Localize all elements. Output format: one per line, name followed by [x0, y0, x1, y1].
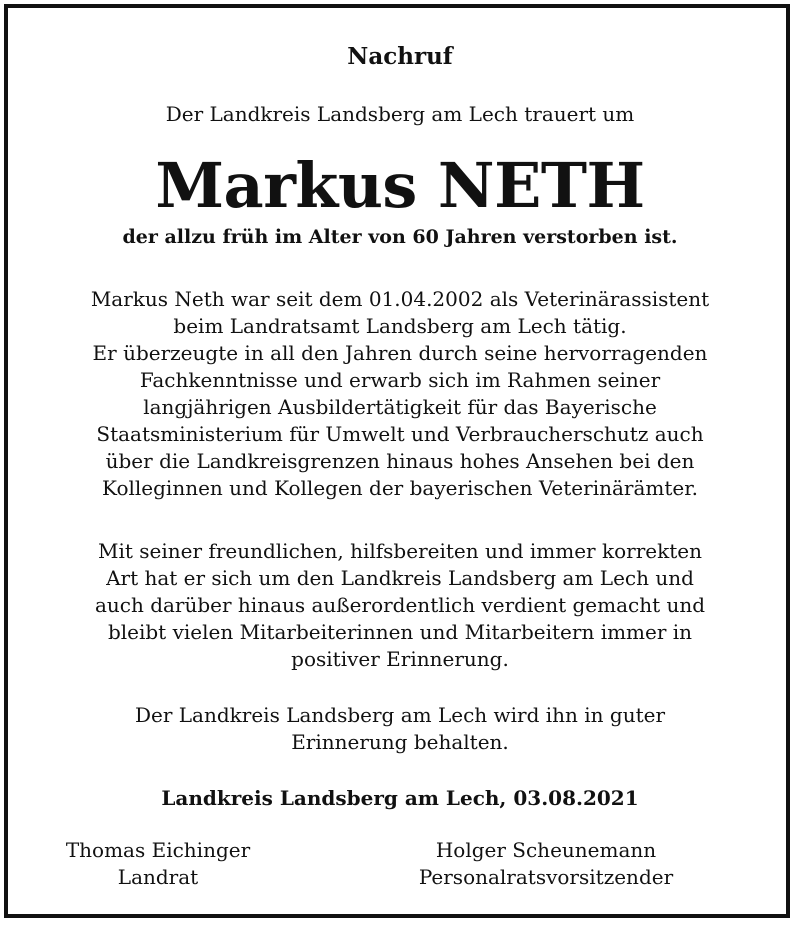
signatory-left [40, 837, 276, 891]
text-line: Mit seiner freundlichen, hilfsbereiten und immer korrekten [98, 539, 702, 563]
text-line: Erinnerung behalten. [291, 730, 509, 754]
text-line: über die Landkreisgrenzen hinaus hohes Ansehen bei den [105, 449, 695, 473]
text-line: auch darüber hinaus außerordentlich verdient gemacht und [94, 593, 706, 617]
notice-heading: Nachruf [347, 43, 453, 70]
text-line: Fachkenntnisse und erwarb sich im Rahmen seiner [139, 368, 661, 392]
text-line: Staatsministerium für Umwelt und Verbraucherschutz auch [96, 422, 704, 446]
text-line: Markus Neth war seit dem 01.04.2002 als Veterinärassistent [90, 287, 710, 311]
signatory-name: Holger Scheunemann [435, 838, 657, 862]
signatory-right [380, 837, 712, 891]
signatory-name: Thomas Eichinger [65, 838, 251, 862]
age-statement: der allzu früh im Alter von 60 Jahren verstorben ist. [122, 226, 678, 248]
text-line: positiver Erinnerung. [291, 647, 509, 671]
place-and-date: Landkreis Landsberg am Lech, 03.08.2021 [161, 786, 639, 810]
text-line: beim Landratsamt Landsberg am Lech tätig. [173, 314, 627, 338]
text-line: Er überzeugte in all den Jahren durch seine hervorragenden [92, 341, 708, 365]
text-line: Kolleginnen und Kollegen der bayerischen Veterinärämter. [102, 476, 698, 500]
tribute-paragraph [0, 538, 800, 673]
text-line: Art hat er sich um den Landkreis Landsberg am Lech und [106, 566, 694, 590]
text-line: Der Landkreis Landsberg am Lech wird ihn in guter [134, 703, 666, 727]
signatory-role: Personalratsvorsitzender [418, 865, 674, 889]
closing-paragraph [0, 702, 800, 756]
biography-paragraph [0, 286, 800, 502]
text-line: langjährigen Ausbildertätigkeit für das Bayerische [143, 395, 657, 419]
signatory-role: Landrat [117, 865, 199, 889]
deceased-name: Markus NETH [155, 149, 645, 222]
intro-text: Der Landkreis Landsberg am Lech trauert um [165, 102, 635, 126]
text-line: bleibt vielen Mitarbeiterinnen und Mitarbeitern immer in [107, 620, 693, 644]
